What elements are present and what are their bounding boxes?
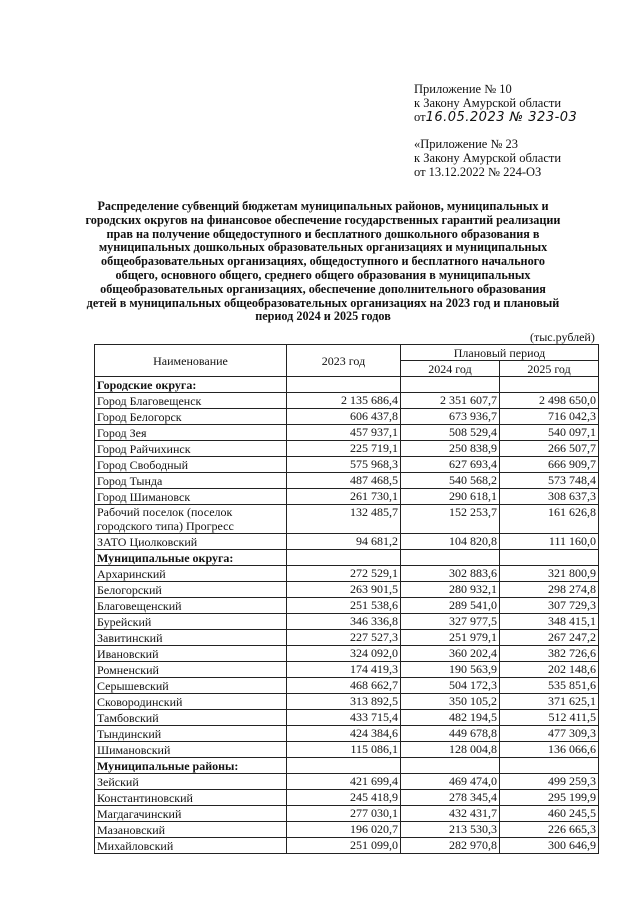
table-row bbox=[95, 630, 599, 646]
empty-cell bbox=[500, 550, 599, 566]
table-row bbox=[95, 582, 599, 598]
cell-name: Ромненский bbox=[95, 662, 287, 678]
cell-2023: 2 135 686,4 bbox=[287, 393, 401, 409]
cell-2025: 321 800,9 bbox=[500, 566, 599, 582]
cell-2024: 289 541,0 bbox=[401, 598, 500, 614]
cell-2023: 251 099,0 bbox=[287, 838, 401, 854]
cell-2025: 300 646,9 bbox=[500, 838, 599, 854]
cell-2024: 250 838,9 bbox=[401, 441, 500, 457]
table-row bbox=[95, 441, 599, 457]
cell-2025: 202 148,6 bbox=[500, 662, 599, 678]
cell-2023: 424 384,6 bbox=[287, 726, 401, 742]
cell-2023: 261 730,1 bbox=[287, 489, 401, 505]
cell-2024: 327 977,5 bbox=[401, 614, 500, 630]
cell-2023: 227 527,3 bbox=[287, 630, 401, 646]
cell-name: Город Шимановск bbox=[95, 489, 287, 505]
cell-name: Мазановский bbox=[95, 822, 287, 838]
table-row bbox=[95, 742, 599, 758]
cell-2023: 196 020,7 bbox=[287, 822, 401, 838]
table-row bbox=[95, 473, 599, 489]
document-heading: Распределение субвенций бюджетам муниципальных районов, муниципальных и городских округов на финансовое обеспечение государственных гарантий реализации прав на получение общедоступного и бесплатного дошкольного образования в муниципальных дошкольных образовательных организациях и муниципальных общеобразовательных организациях, общедоступного и бесплатного начального общего, основного общего, среднего общего образования в муниципальных общеобразовательных организациях, обеспечение дополнительного образования детей в муниципальных общеобразовательных организациях на 2023 год и плановый период 2024 и 2025 годов bbox=[85, 199, 561, 324]
cell-2024: 504 172,3 bbox=[401, 678, 500, 694]
table-row bbox=[95, 534, 599, 550]
cell-2023: 94 681,2 bbox=[287, 534, 401, 550]
cell-name: Белогорский bbox=[95, 582, 287, 598]
cell-name: Архаринский bbox=[95, 566, 287, 582]
empty-cell bbox=[500, 758, 599, 774]
cell-2023: 324 092,0 bbox=[287, 646, 401, 662]
cell-2024: 251 979,1 bbox=[401, 630, 500, 646]
cell-2024: 508 529,4 bbox=[401, 425, 500, 441]
cell-2025: 136 066,6 bbox=[500, 742, 599, 758]
table-row bbox=[95, 678, 599, 694]
cell-2023: 115 086,1 bbox=[287, 742, 401, 758]
section-title: Муниципальные районы: bbox=[95, 758, 287, 774]
empty-cell bbox=[287, 550, 401, 566]
appendix-block bbox=[414, 82, 577, 125]
table-row bbox=[95, 409, 599, 425]
cell-name: Сковородинский bbox=[95, 694, 287, 710]
table-row bbox=[95, 710, 599, 726]
header-2023: 2023 год bbox=[287, 345, 401, 377]
cell-name: Город Зея bbox=[95, 425, 287, 441]
cell-2024: 540 568,2 bbox=[401, 473, 500, 489]
cell-2024: 469 474,0 bbox=[401, 774, 500, 790]
prev-appendix-date: от 13.12.2022 № 224-ОЗ bbox=[414, 165, 542, 179]
prev-appendix-law: к Закону Амурской области bbox=[414, 151, 562, 165]
section-row bbox=[95, 550, 599, 566]
table-row bbox=[95, 505, 599, 534]
cell-name: Рабочий поселок (поселок городского типа) Прогресс bbox=[95, 505, 287, 534]
header-name: Наименование bbox=[95, 345, 287, 377]
empty-cell bbox=[287, 758, 401, 774]
cell-name: Благовещенский bbox=[95, 598, 287, 614]
cell-2025: 308 637,3 bbox=[500, 489, 599, 505]
cell-2024: 104 820,8 bbox=[401, 534, 500, 550]
cell-2023: 606 437,8 bbox=[287, 409, 401, 425]
cell-2023: 457 937,1 bbox=[287, 425, 401, 441]
cell-2024: 432 431,7 bbox=[401, 806, 500, 822]
cell-2023: 263 901,5 bbox=[287, 582, 401, 598]
table-header-row bbox=[95, 345, 599, 361]
subsidy-table bbox=[94, 344, 599, 854]
cell-2025: 348 415,1 bbox=[500, 614, 599, 630]
cell-2024: 290 618,1 bbox=[401, 489, 500, 505]
prev-appendix-title: «Приложение № 23 bbox=[414, 137, 519, 151]
cell-2023: 575 968,3 bbox=[287, 457, 401, 473]
cell-name: Город Благовещенск bbox=[95, 393, 287, 409]
table-row bbox=[95, 393, 599, 409]
units-label: (тыс.рублей) bbox=[530, 330, 595, 344]
empty-cell bbox=[401, 758, 500, 774]
cell-2024: 449 678,8 bbox=[401, 726, 500, 742]
cell-2024: 350 105,2 bbox=[401, 694, 500, 710]
cell-2023: 487 468,5 bbox=[287, 473, 401, 489]
cell-2025: 226 665,3 bbox=[500, 822, 599, 838]
cell-2025: 540 097,1 bbox=[500, 425, 599, 441]
cell-2023: 174 419,3 bbox=[287, 662, 401, 678]
table-row bbox=[95, 774, 599, 790]
empty-cell bbox=[401, 550, 500, 566]
cell-name: ЗАТО Циолковский bbox=[95, 534, 287, 550]
cell-2023: 433 715,4 bbox=[287, 710, 401, 726]
header-2024: 2024 год bbox=[401, 361, 500, 377]
empty-cell bbox=[500, 377, 599, 393]
cell-2023: 313 892,5 bbox=[287, 694, 401, 710]
table-row bbox=[95, 614, 599, 630]
cell-2025: 295 199,9 bbox=[500, 790, 599, 806]
header-plan-period: Плановый период bbox=[401, 345, 599, 361]
cell-2024: 213 530,3 bbox=[401, 822, 500, 838]
cell-2025: 512 411,5 bbox=[500, 710, 599, 726]
cell-name: Бурейский bbox=[95, 614, 287, 630]
cell-name: Магдагачинский bbox=[95, 806, 287, 822]
table-row bbox=[95, 425, 599, 441]
cell-2025: 2 498 650,0 bbox=[500, 393, 599, 409]
cell-2023: 277 030,1 bbox=[287, 806, 401, 822]
cell-name: Город Райчихинск bbox=[95, 441, 287, 457]
table-row bbox=[95, 838, 599, 854]
cell-2024: 190 563,9 bbox=[401, 662, 500, 678]
cell-2024: 302 883,6 bbox=[401, 566, 500, 582]
table-row bbox=[95, 566, 599, 582]
cell-2025: 267 247,2 bbox=[500, 630, 599, 646]
cell-name: Город Тында bbox=[95, 473, 287, 489]
cell-2025: 111 160,0 bbox=[500, 534, 599, 550]
cell-name: Город Белогорск bbox=[95, 409, 287, 425]
table-row bbox=[95, 694, 599, 710]
cell-2025: 535 851,6 bbox=[500, 678, 599, 694]
cell-2025: 499 259,3 bbox=[500, 774, 599, 790]
cell-2024: 627 693,4 bbox=[401, 457, 500, 473]
cell-name: Серышевский bbox=[95, 678, 287, 694]
table-row bbox=[95, 489, 599, 505]
cell-2024: 128 004,8 bbox=[401, 742, 500, 758]
cell-2025: 307 729,3 bbox=[500, 598, 599, 614]
cell-2024: 482 194,5 bbox=[401, 710, 500, 726]
section-row bbox=[95, 758, 599, 774]
appendix-date-line bbox=[414, 110, 577, 125]
cell-2025: 716 042,3 bbox=[500, 409, 599, 425]
section-title: Городские округа: bbox=[95, 377, 287, 393]
section-title: Муниципальные округа: bbox=[95, 550, 287, 566]
section-row bbox=[95, 377, 599, 393]
cell-2023: 468 662,7 bbox=[287, 678, 401, 694]
cell-name: Зейский bbox=[95, 774, 287, 790]
table-row bbox=[95, 806, 599, 822]
cell-name: Тындинский bbox=[95, 726, 287, 742]
cell-2025: 161 626,8 bbox=[500, 505, 599, 534]
appendix-handwritten-date: 16.05.2023 № 323-03 bbox=[425, 110, 578, 125]
appendix-from-label: от bbox=[414, 110, 426, 124]
cell-2025: 298 274,8 bbox=[500, 582, 599, 598]
table-row bbox=[95, 822, 599, 838]
cell-2024: 278 345,4 bbox=[401, 790, 500, 806]
cell-2025: 371 625,1 bbox=[500, 694, 599, 710]
cell-name: Город Свободный bbox=[95, 457, 287, 473]
table-row bbox=[95, 457, 599, 473]
cell-2025: 382 726,6 bbox=[500, 646, 599, 662]
table-row bbox=[95, 598, 599, 614]
cell-2024: 360 202,4 bbox=[401, 646, 500, 662]
previous-appendix-block bbox=[414, 137, 561, 179]
header-2025: 2025 год bbox=[500, 361, 599, 377]
cell-name: Михайловский bbox=[95, 838, 287, 854]
cell-2024: 673 936,7 bbox=[401, 409, 500, 425]
table-row bbox=[95, 790, 599, 806]
empty-cell bbox=[287, 377, 401, 393]
cell-name: Завитинский bbox=[95, 630, 287, 646]
cell-2025: 460 245,5 bbox=[500, 806, 599, 822]
cell-name: Тамбовский bbox=[95, 710, 287, 726]
cell-2023: 132 485,7 bbox=[287, 505, 401, 534]
cell-2025: 266 507,7 bbox=[500, 441, 599, 457]
cell-name: Константиновский bbox=[95, 790, 287, 806]
cell-2023: 245 418,9 bbox=[287, 790, 401, 806]
cell-2023: 421 699,4 bbox=[287, 774, 401, 790]
appendix-title: Приложение № 10 bbox=[414, 82, 512, 96]
cell-2024: 282 970,8 bbox=[401, 838, 500, 854]
cell-2025: 666 909,7 bbox=[500, 457, 599, 473]
table-row bbox=[95, 726, 599, 742]
cell-2024: 2 351 607,7 bbox=[401, 393, 500, 409]
cell-name: Шимановский bbox=[95, 742, 287, 758]
table-row bbox=[95, 646, 599, 662]
cell-2025: 573 748,4 bbox=[500, 473, 599, 489]
cell-2023: 251 538,6 bbox=[287, 598, 401, 614]
cell-2023: 346 336,8 bbox=[287, 614, 401, 630]
table-body bbox=[95, 377, 599, 854]
cell-2024: 152 253,7 bbox=[401, 505, 500, 534]
table-row bbox=[95, 662, 599, 678]
cell-2024: 280 932,1 bbox=[401, 582, 500, 598]
cell-name: Ивановский bbox=[95, 646, 287, 662]
appendix-law: к Закону Амурской области bbox=[414, 96, 562, 110]
empty-cell bbox=[401, 377, 500, 393]
cell-2023: 225 719,1 bbox=[287, 441, 401, 457]
cell-2023: 272 529,1 bbox=[287, 566, 401, 582]
cell-2025: 477 309,3 bbox=[500, 726, 599, 742]
